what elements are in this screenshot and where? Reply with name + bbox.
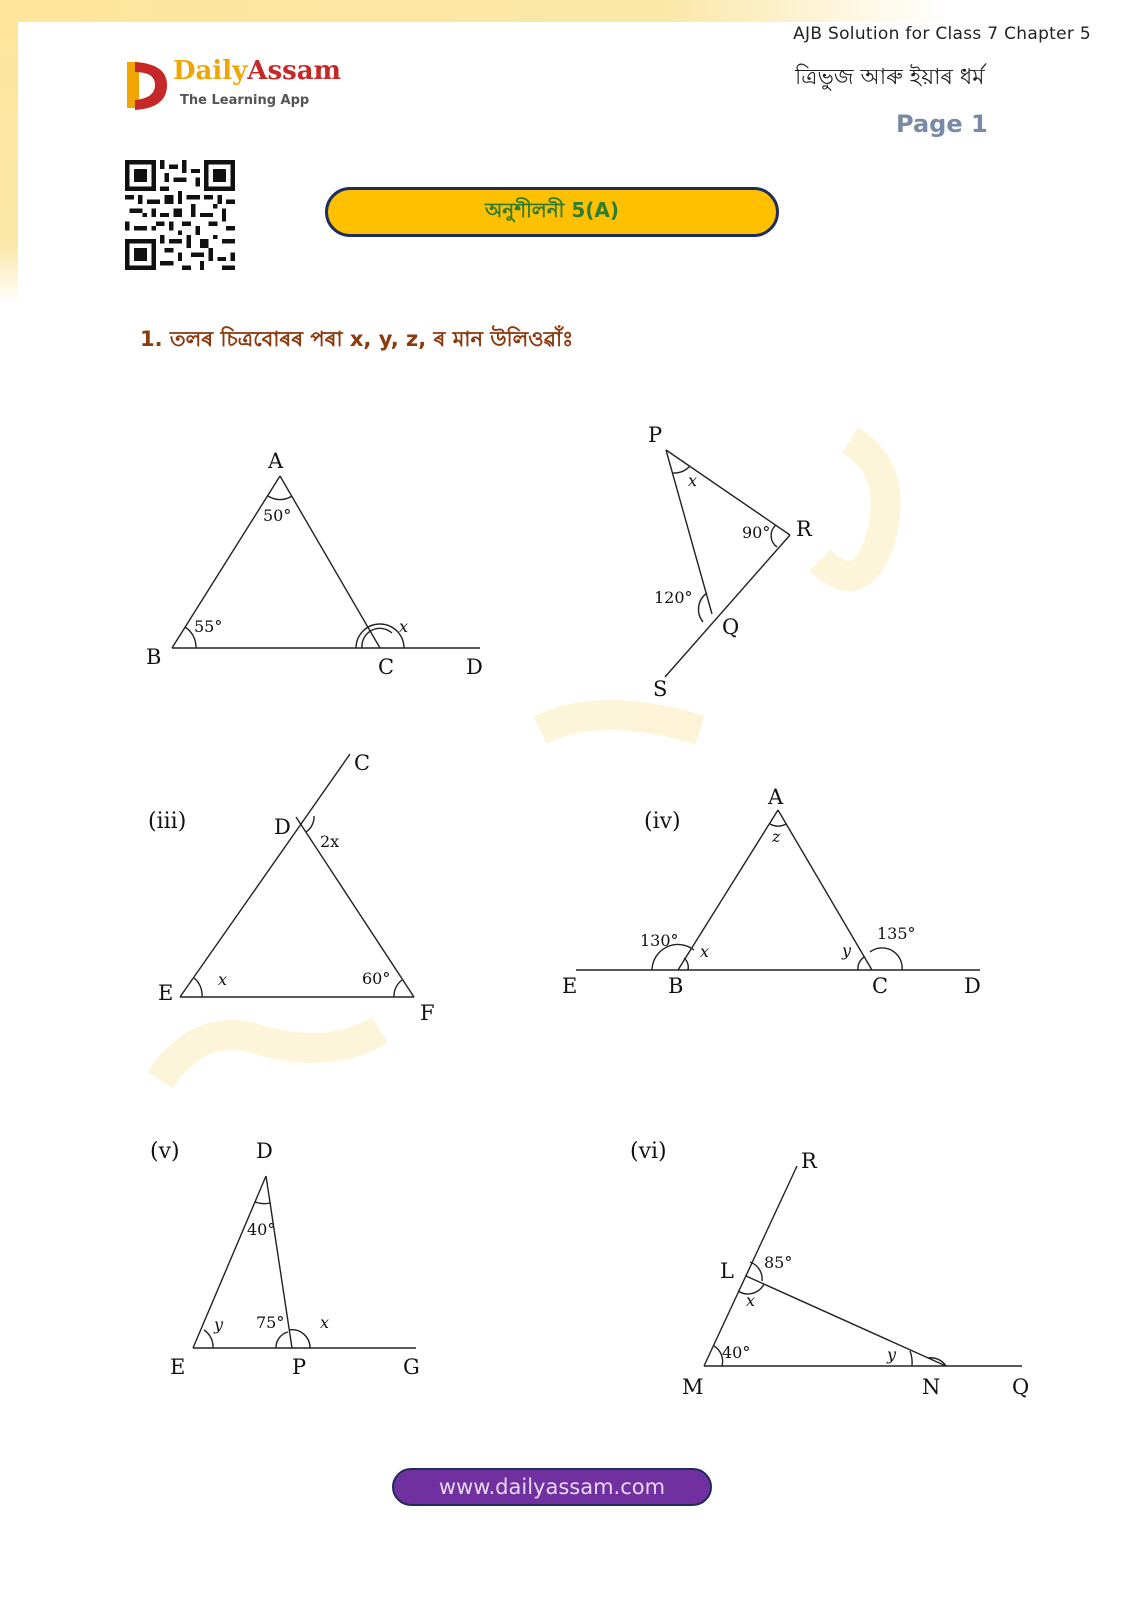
fig4-label-c: C [872, 974, 889, 998]
fig6-angle-x: x [746, 1291, 756, 1310]
question-text: 1. তলৰ চিত্ৰবোৰৰ পৰা x, y, z, ৰ মান উলিওৱাঁঃ [140, 327, 574, 351]
fig3-angle-f: 60° [362, 969, 391, 988]
fig5-label-p: P [292, 1355, 307, 1379]
fig6-label-q: Q [1012, 1375, 1030, 1399]
fig6-angle-l-ext: 85° [764, 1253, 793, 1272]
fig3-label-f: F [420, 1001, 435, 1025]
fig4-angle-z: z [772, 827, 781, 846]
fig4-label-a: A [768, 785, 784, 809]
fig2-label-q: Q [722, 615, 740, 639]
page-number: Page 1 [896, 110, 988, 138]
fig4-angle-ext-b: 130° [640, 931, 679, 950]
fig1-angle-a: 50° [263, 506, 292, 525]
fig5-label-e: E [170, 1355, 186, 1379]
footer-website-link[interactable]: www.dailyassam.com [392, 1468, 712, 1506]
fig2-label-s: S [653, 677, 668, 701]
fig4-label-b: B [668, 974, 684, 998]
fig1-angle-x: x [399, 617, 409, 636]
fig4-number: (iv) [644, 809, 681, 834]
fig3-angle-d: 2x [320, 832, 340, 851]
fig3-angle-e: x [218, 970, 228, 989]
fig1-label-a: A [268, 449, 284, 473]
header-title: AJB Solution for Class 7 Chapter 5 [793, 24, 1091, 44]
fig6-angle-y: y [887, 1345, 897, 1364]
fig3-label-d: D [274, 815, 291, 839]
fig4-angle-ext-c: 135° [877, 924, 916, 943]
fig4-label-d: D [964, 974, 981, 998]
fig2-angle-q: 120° [654, 588, 693, 607]
fig5-label-d: D [256, 1139, 273, 1163]
fig5-number: (v) [150, 1139, 180, 1164]
figure-2-lines [665, 450, 790, 677]
figure-5-lines [193, 1176, 416, 1348]
fig5-angle-p: 75° [256, 1313, 285, 1332]
fig1-label-d: D [466, 655, 483, 679]
figure-6-lines [704, 1166, 1022, 1366]
fig2-label-p: P [648, 423, 663, 447]
fig5-angle-d: 40° [247, 1220, 276, 1239]
fig6-label-l: L [720, 1259, 734, 1283]
fig1-label-c: C [378, 655, 395, 679]
fig5-angle-y: y [214, 1315, 224, 1334]
fig1-label-b: B [146, 645, 162, 669]
fig2-angle-r: 90° [742, 523, 771, 542]
fig2-label-r: R [796, 517, 812, 541]
fig4-angle-y: y [842, 941, 852, 960]
fig6-label-n: N [922, 1375, 941, 1399]
fig6-angle-m: 40° [722, 1343, 751, 1362]
fig5-angle-x: x [320, 1313, 330, 1332]
fig2-angle-x: x [688, 471, 698, 490]
fig3-label-c: C [354, 751, 371, 775]
fig3-label-e: E [158, 981, 174, 1005]
fig4-label-e: E [562, 974, 578, 998]
fig6-label-m: M [682, 1375, 704, 1399]
fig3-number: (iii) [148, 809, 187, 834]
exercise-title-banner: অনুশীলনী 5(A) [325, 187, 779, 237]
logo-brand-part2: Assam [247, 56, 342, 86]
figure-3-lines [180, 754, 414, 997]
fig6-label-r: R [801, 1149, 817, 1173]
fig4-angle-x: x [700, 942, 710, 961]
logo-tagline: The Learning App [180, 93, 310, 108]
logo-brand-part1: Daily [173, 56, 248, 86]
fig6-number: (vi) [630, 1139, 667, 1164]
chapter-name: ত্ৰিভুজ আৰু ইয়াৰ ধৰ্ম [795, 65, 985, 90]
fig1-angle-b: 55° [194, 617, 223, 636]
fig5-label-g: G [403, 1355, 420, 1379]
